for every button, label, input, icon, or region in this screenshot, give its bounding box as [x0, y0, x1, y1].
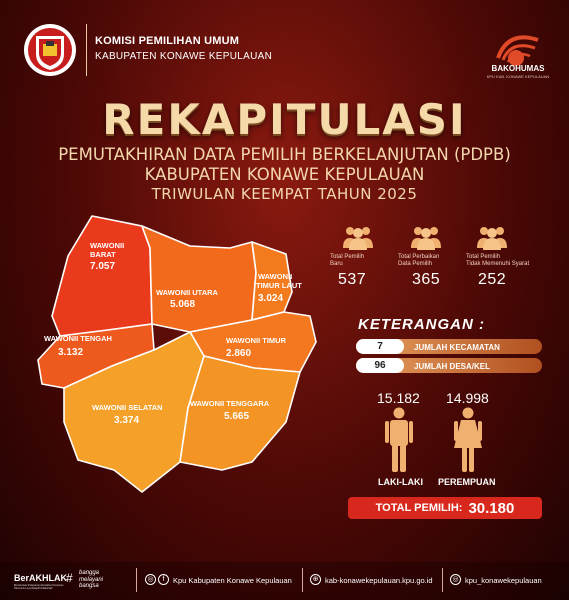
stat-item — [404, 224, 448, 255]
keterangan-value-kecamatan: 7 — [356, 339, 404, 354]
total-voters-label: TOTAL PEMILIH: — [375, 502, 463, 514]
stat-value-new-voters: 537 — [338, 271, 367, 288]
facebook-icon[interactable]: f — [158, 574, 169, 585]
district-label: WAWONII — [258, 272, 293, 281]
district-region-utara — [142, 226, 256, 332]
male-count: 15.182 — [377, 390, 420, 406]
header-divider — [86, 24, 87, 76]
berakhlak-tagline: Berorientasi Pelayanan Akuntabel Kompeten Harmonis Loyal Adaptif Kolaboratif — [14, 584, 64, 590]
district-label: WAWONII TIMUR — [226, 336, 286, 345]
male-label: LAKI-LAKI — [378, 477, 423, 487]
facebook-link[interactable]: Kpu Kabupaten Konawe Kepulauan — [173, 576, 292, 585]
district-label: WAWONII TENGGARA — [190, 399, 270, 408]
stat-label: Total Pemilih Baru — [330, 254, 365, 267]
district-label: WAWONII — [90, 241, 125, 250]
org-name: KOMISI PEMILIHAN UMUM — [95, 35, 240, 47]
globe-icon[interactable]: ⊕ — [310, 574, 321, 585]
district-value: 5.665 — [224, 411, 250, 422]
district-value: 3.374 — [114, 415, 140, 426]
instagram-icon[interactable]: ◎ — [450, 574, 461, 585]
district-label: WAWONII SELATAN — [92, 403, 163, 412]
org-region: KABUPATEN KONAWE KEPULAUAN — [95, 51, 273, 62]
district-label: TIMUR LAUT — [256, 281, 302, 290]
main-title: REKAPITULASI — [102, 95, 467, 144]
keterangan-label-desa: JUMLAH DESA/KEL — [414, 362, 491, 371]
district-region-barat — [52, 216, 152, 336]
total-voters-value: 30.180 — [468, 499, 515, 517]
district-value: 2.860 — [226, 348, 252, 359]
district-label: BARAT — [90, 250, 116, 259]
people-group-icon — [475, 224, 509, 250]
stat-label: Total Pemilih Tidak Memenuhi Syarat — [466, 254, 530, 267]
bangga-melayani-icon: # — [66, 571, 73, 585]
total-voters-box — [348, 497, 542, 519]
keterangan-title: KETERANGAN : — [358, 316, 485, 333]
keterangan-value-desa: 96 — [356, 358, 404, 373]
footer-divider — [302, 568, 303, 592]
district-value: 5.068 — [170, 299, 196, 310]
district-value: 3.132 — [58, 347, 84, 358]
district-label: WAWONII UTARA — [156, 288, 218, 297]
female-figure-icon — [452, 407, 484, 473]
male-figure-icon — [384, 407, 414, 473]
district-label: WAWONII TENGAH — [44, 334, 112, 343]
subtitle-line-1: PEMUTAKHIRAN DATA PEMILIH BERKELANJUTAN (PDPB) — [58, 145, 511, 164]
bakohumas-name: BAKOHUMAS — [491, 64, 545, 73]
female-count: 14.998 — [446, 390, 489, 406]
bakohumas-sub: KPU KAB. KONAWE KEPULAUAN — [486, 74, 550, 79]
website-link[interactable]: kab-konawekepulauan.kpu.go.id — [325, 576, 433, 585]
instagram-icon[interactable]: ◎ — [145, 574, 156, 585]
district-value: 3.024 — [258, 293, 284, 304]
instagram-link[interactable]: kpu_konawekepulauan — [465, 576, 542, 585]
stat-value-ineligible: 252 — [478, 271, 507, 288]
people-group-icon — [409, 224, 443, 250]
subtitle-line-3: TRIWULAN KEEMPAT TAHUN 2025 — [151, 185, 418, 203]
stat-item — [336, 224, 380, 255]
district-value: 7.057 — [90, 261, 116, 272]
people-group-icon — [341, 224, 375, 250]
bangga-melayani-text: bangga melayani bangsa — [79, 570, 104, 589]
stat-item — [470, 224, 514, 255]
footer-divider — [136, 568, 137, 592]
berakhlak-logo: BerAKHLAK — [14, 573, 68, 583]
footer-divider — [442, 568, 443, 592]
keterangan-label-kecamatan: JUMLAH KECAMATAN — [414, 343, 500, 352]
district-map — [30, 212, 330, 500]
female-label: PEREMPUAN — [438, 477, 496, 487]
stat-value-corrections: 365 — [412, 271, 441, 288]
kpu-logo — [22, 22, 78, 82]
stat-label: Total Perbaikan Data Pemilih — [398, 254, 440, 267]
subtitle-line-2: KABUPATEN KONAWE KEPULAUAN — [144, 165, 425, 184]
